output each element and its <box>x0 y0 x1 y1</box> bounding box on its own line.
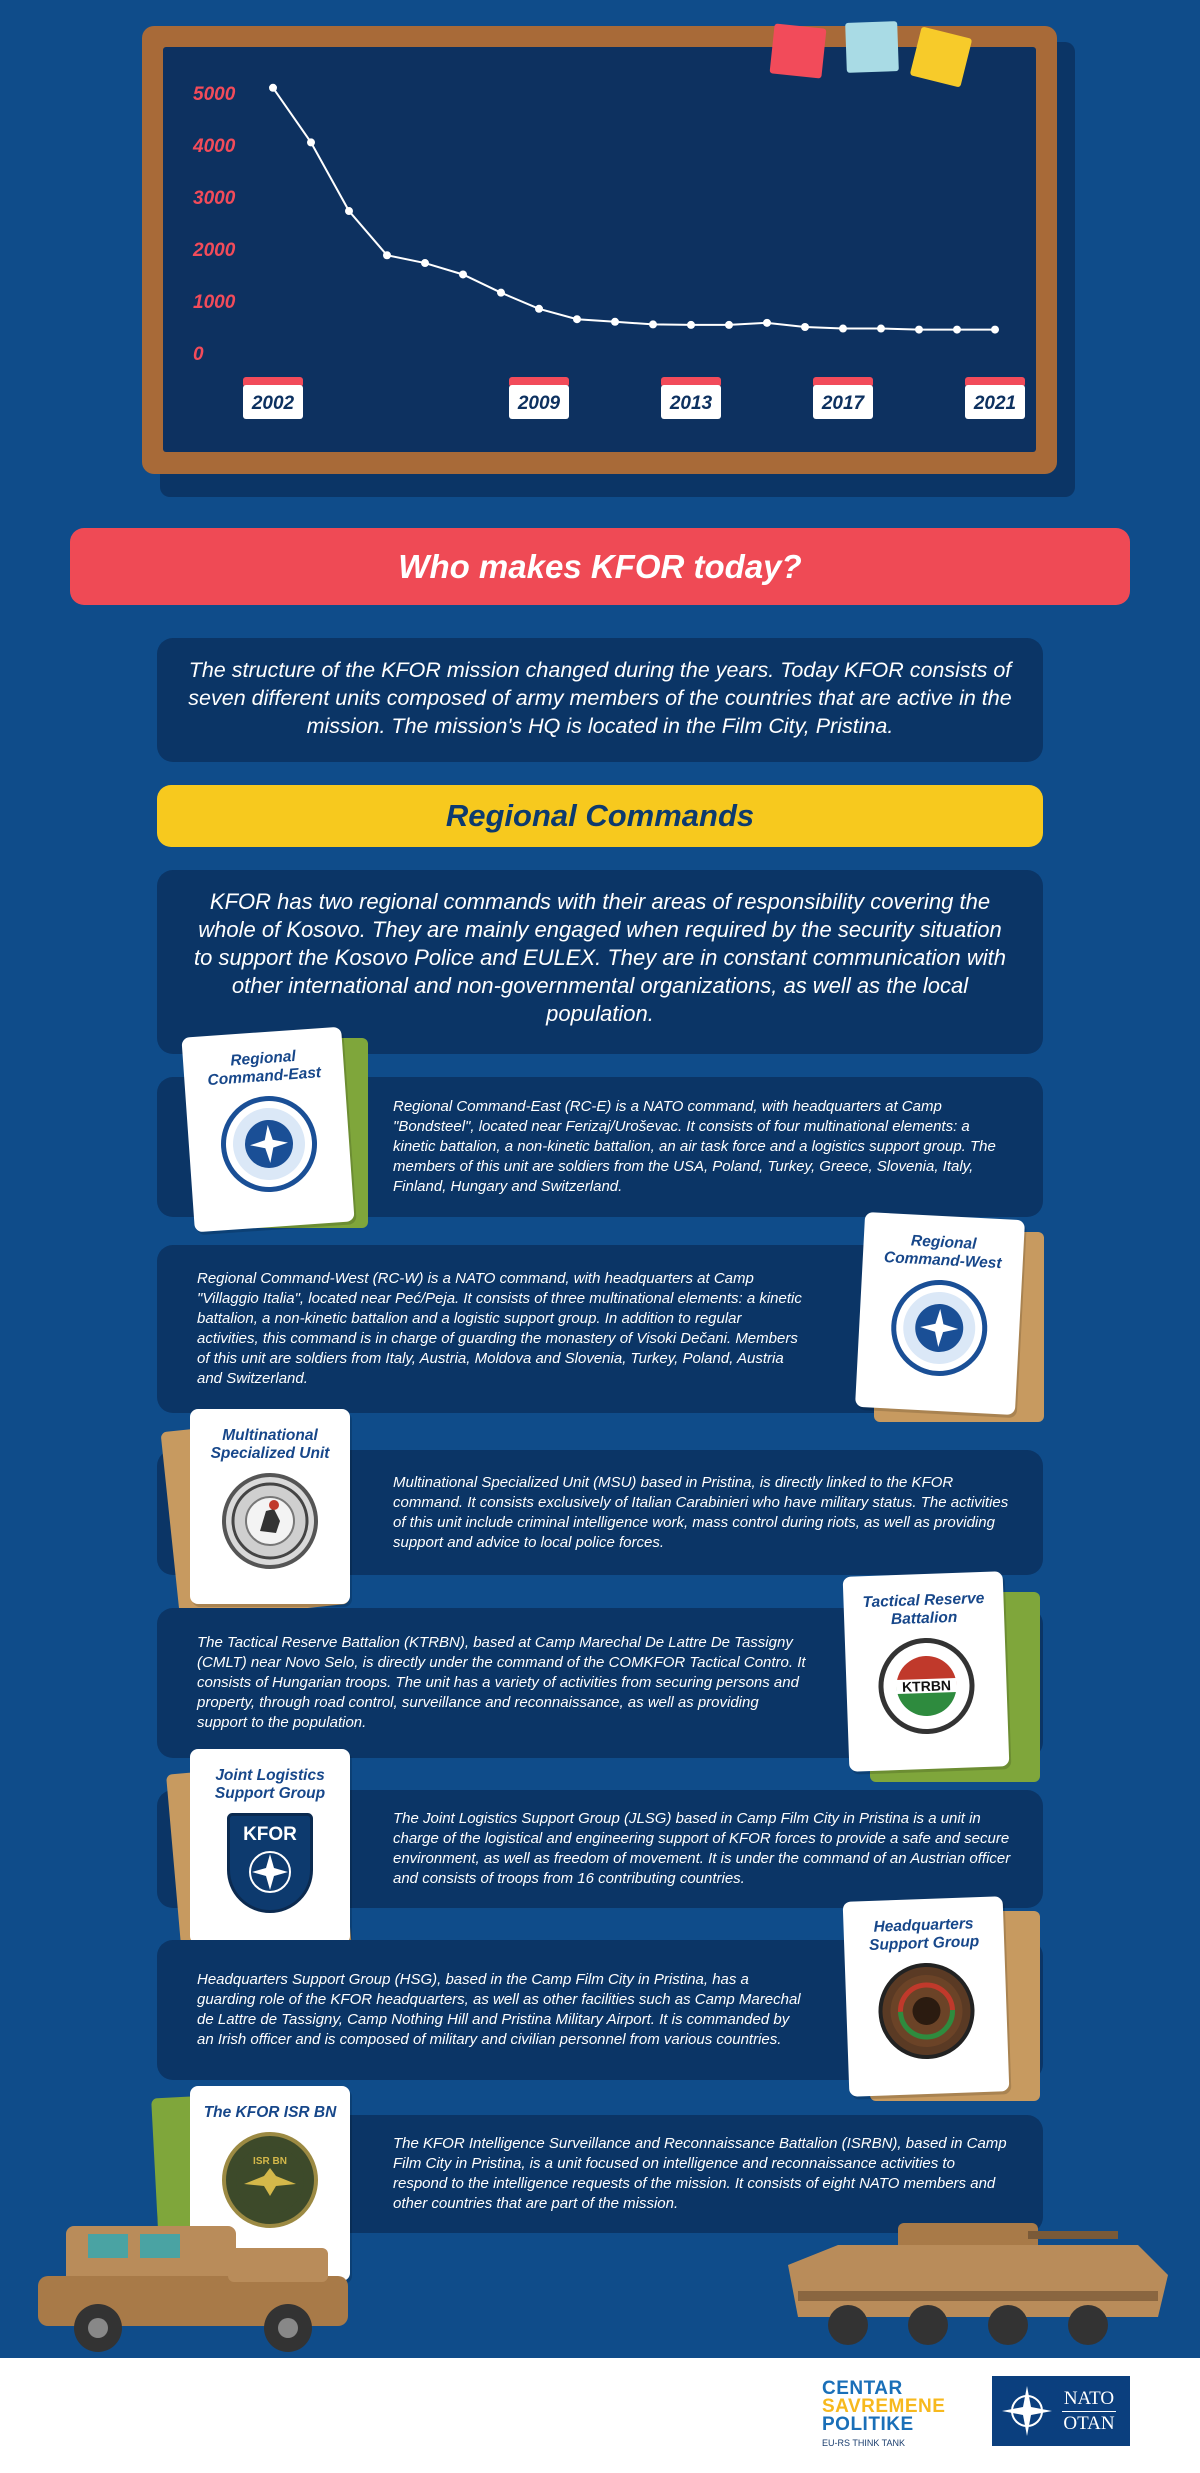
jlsg-badge-icon <box>227 1813 313 1913</box>
sticky-note-red <box>770 23 827 78</box>
x-tick-calendar <box>509 377 569 419</box>
unit-isrbn-text: The KFOR Intelligence Surveillance and Reconnaissance Battalion (ISRBN), based in Camp Film City in Pristina, is a unit focused on intelligence and reconnaissance activities to respond to the intelligence requests of the mission. It consists of eight NATO members and other countries that are part of the mission. <box>393 2135 1007 2212</box>
regional-intro-text: KFOR has two regional commands with their areas of responsibility covering the whole of Kosovo. They are mainly engaged when required by the security situation to support the Kosovo Police and EULEX. They are in constant communication with other international and non-governmental organizations, as well as the local population. <box>157 870 1043 1054</box>
csp-logo <box>822 2380 945 2452</box>
x-tick-label: 2002 <box>251 393 295 414</box>
unit-rc-west-card <box>846 1212 1066 1432</box>
x-tick-label: 2009 <box>517 393 561 414</box>
nato-star-icon <box>996 2380 1058 2442</box>
ktrbn-badge-text: KTRBN <box>901 1677 952 1695</box>
data-point <box>991 326 999 334</box>
unit-jlsg-card <box>160 1745 380 1965</box>
data-point <box>269 84 277 92</box>
csp-logo-subtitle: EU-RS THINK TANK <box>822 2438 906 2448</box>
x-tick-calendar <box>243 377 303 419</box>
nato-logo-top: NATO <box>1063 2387 1115 2409</box>
intro-text: The structure of the KFOR mission changed during the years. Today KFOR consists of seven different units composed of army members of the countries that are active in the mission. The mission's HQ is located in the Film City, Pristina. <box>157 638 1043 762</box>
y-tick-label: 4000 <box>193 136 236 157</box>
rc-west-badge-icon <box>889 1278 990 1379</box>
x-tick-label: 2017 <box>821 393 865 414</box>
rc-east-badge-icon <box>218 1093 320 1195</box>
sticky-note-blue <box>845 21 899 73</box>
armored-truck-illustration <box>28 2196 358 2356</box>
regional-heading: Regional Commands <box>445 798 755 833</box>
data-point <box>459 270 467 278</box>
jlsg-badge-text: KFOR <box>243 1824 297 1845</box>
data-point <box>383 251 391 259</box>
data-point <box>535 305 543 313</box>
nato-logo <box>992 2376 1130 2446</box>
unit-isrbn-title: The KFOR ISR BN <box>203 2104 337 2121</box>
x-tick-calendar <box>965 377 1025 419</box>
y-tick-label: 1000 <box>193 292 236 313</box>
data-point <box>725 321 733 329</box>
data-point <box>801 323 809 331</box>
x-tick-label: 2021 <box>973 393 1017 414</box>
unit-hsg-card <box>830 1895 1050 2115</box>
data-point <box>915 326 923 334</box>
unit-ktrbn-text: The Tactical Reserve Battalion (KTRBN), based at Camp Marechal De Lattre De Tassigny (CMLT) near Novo Selo, is directly under the command of the COMKFOR Tactical Contro. It consists of Hungarian troops. The unit has a variety of activities from securing persons and property, through road control, surveillance and reconnaissance, as well as providing support to the population. <box>197 1634 806 1731</box>
x-tick-label: 2013 <box>669 393 713 414</box>
csp-logo-line1: CENTAR <box>822 2378 903 2399</box>
data-point <box>763 319 771 327</box>
data-point <box>953 326 961 334</box>
data-point <box>421 259 429 267</box>
hsg-badge-icon <box>877 1961 976 2060</box>
unit-msu-title: Multinational Specialized Unit <box>210 1427 330 1462</box>
armored-apc-illustration <box>778 2205 1178 2355</box>
unit-jlsg-text: The Joint Logistics Support Group (JLSG) based in Camp Film City in Pristina is a unit in charge of the logistical and engineering support of KFOR forces to provide a safe and secure environment, as well as freedom of movement. It is under the command of an Austrian officer and consists of troops from 16 contributing countries. <box>393 1810 1011 1887</box>
regional-heading-banner <box>157 785 1043 847</box>
csp-logo-line3: POLITIKE <box>822 2414 914 2435</box>
data-point <box>307 138 315 146</box>
x-tick-calendar <box>813 377 873 419</box>
troop-series-line <box>273 88 995 330</box>
unit-rc-west-title: Regional Command-West <box>883 1232 1002 1273</box>
y-tick-label: 5000 <box>193 84 236 105</box>
unit-msu-text: Multinational Specialized Unit (MSU) based in Pristina, is directly linked to the KFOR command. It consists exclusively of Italian Carabinieri who have military status. The activities of this unit include criminal intelligence work, mass control during riots, as well as providing support and advice to local police forces. <box>393 1473 1009 1551</box>
troop-chart <box>163 47 1036 452</box>
csp-logo-line2: SAVREMENE <box>822 2396 946 2417</box>
data-point <box>345 207 353 215</box>
unit-ktrbn-card <box>830 1570 1050 1790</box>
y-tick-label: 0 <box>193 344 204 365</box>
unit-ktrbn-title: Tactical Reserve Battalion <box>862 1589 985 1629</box>
data-point <box>611 318 619 326</box>
ktrbn-badge-icon <box>877 1636 976 1735</box>
data-point <box>687 321 695 329</box>
data-point <box>877 325 885 333</box>
msu-badge-icon <box>222 1473 318 1569</box>
unit-rc-east-card <box>168 1030 388 1250</box>
unit-hsg-title: Headquarters Support Group <box>868 1915 980 1954</box>
x-tick-calendar <box>661 377 721 419</box>
unit-rc-west-text: Regional Command-West (RC-W) is a NATO command, with headquarters at Camp "Villaggio Italia", located near Peć/Peja. It consists of three multinational elements: a kinetic battalion, a non-kinetic battalion and a logistic support group. In addition to regular activities, this command is in charge of guarding the monastery of Visoki Dečani. Members of this unit are soldiers from Italy, Austria, Moldova and Slovenia, Turkey, Poland, Austria and Switzerland. <box>197 1270 802 1387</box>
unit-hsg-text: Headquarters Support Group (HSG), based in the Camp Film City in Pristina, has a guarding role of the KFOR headquarters, as well as other facilities such as Camp Marechal de Lattre de Tassigny, Camp Nothing Hill and Pristina Military Airport. It is commanded by an Irish officer and is composed of military and civilian personnel from various countries. <box>197 1971 801 2048</box>
data-point <box>497 289 505 297</box>
data-point <box>839 325 847 333</box>
page-title: Who makes KFOR today? <box>398 547 802 585</box>
unit-jlsg-title: Joint Logistics Support Group <box>214 1767 326 1802</box>
data-point <box>649 320 657 328</box>
y-tick-label: 3000 <box>193 188 236 209</box>
troop-line-chart <box>163 47 1036 452</box>
data-point <box>573 315 581 323</box>
isrbn-badge-text: ISR BN <box>253 2156 287 2167</box>
unit-rc-east-title: Regional Command-East <box>207 1047 322 1090</box>
heading-banner <box>70 528 1130 605</box>
y-tick-label: 2000 <box>193 240 236 261</box>
unit-rc-east-text: Regional Command-East (RC-E) is a NATO command, with headquarters at Camp "Bondsteel", located near Ferizaj/Uroševac. It consists of four multinational elements: a kinetic battalion, a non-kinetic battalion, an air task force and a logistics support group. The members of this unit are soldiers from the USA, Poland, Turkey, Greece, Slovenia, Italy, Finland, Hungary and Switzerland. <box>393 1098 996 1195</box>
unit-msu-card <box>160 1405 380 1625</box>
nato-logo-bottom: OTAN <box>1063 2412 1115 2434</box>
